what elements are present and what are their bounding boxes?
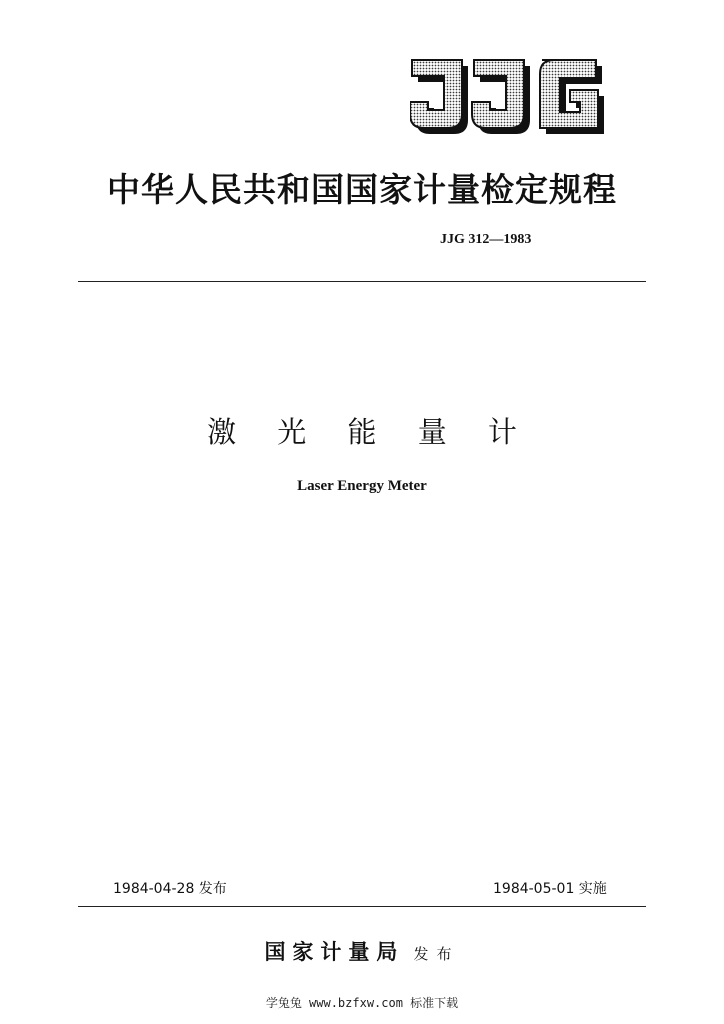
issue-date: 1984-04-28 发布 [113, 881, 227, 897]
standard-number: JJG 312—1983 [440, 232, 532, 247]
publisher-action: 发布 [413, 945, 460, 963]
top-divider [78, 281, 646, 282]
footer-watermark: 学兔兔 www.bzfxw.com 标准下载 [265, 996, 459, 1010]
publisher-name: 国家计量局 [264, 939, 405, 964]
bottom-divider [78, 906, 646, 907]
effective-date: 1984-05-01 实施 [493, 881, 607, 897]
regulation-series-title: 中华人民共和国国家计量检定规程 [107, 170, 617, 209]
publisher-line [0, 936, 724, 966]
jjg-logo [410, 58, 610, 140]
document-title-chinese: 激 光 能 量 计 [207, 415, 533, 449]
document-title-english: Laser Energy Meter [297, 478, 427, 494]
